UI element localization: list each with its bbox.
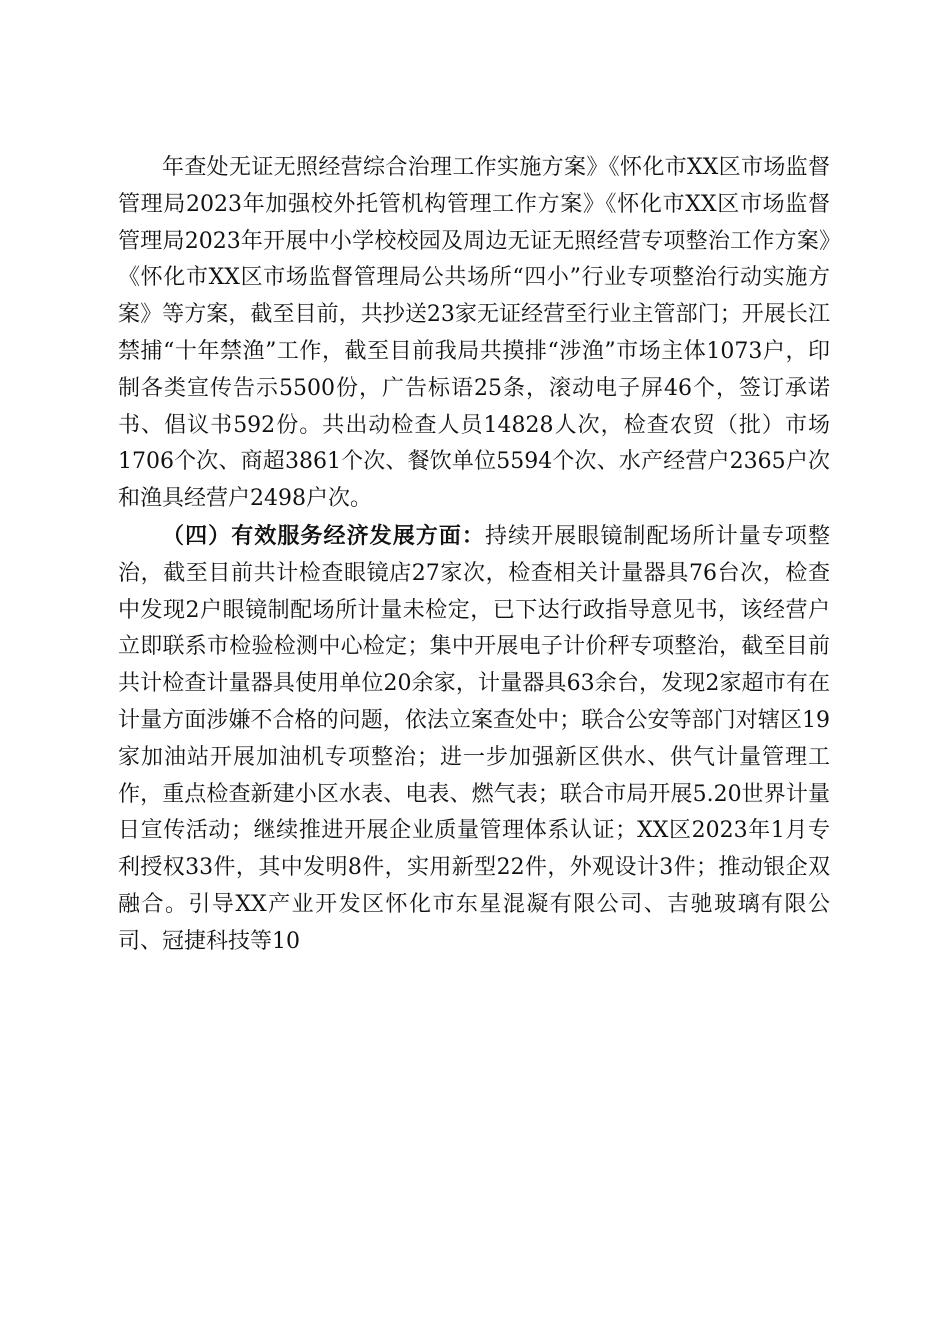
paragraph-2 (118, 518, 830, 961)
paragraph-2-text: 持续开展眼镜制配场所计量专项整治，截至目前共计检查眼镜店27家次，检查相关计量器具76台次，检查中发现2户眼镜制配场所计量未检定，已下达行政指导意见书，该经营户立即联系市检验检测中心检定；集中开展电子计价秤专项整治，截至目前共计检查计量器具使用单位20余家，计量器具63余台，发现2家超市有在计量方面涉嫌不合格的问题，依法立案查处中；联合公安等部门对辖区19家加油站开展加油机专项整治；进一步加强新区供水、供气计量管理工作，重点检查新建小区水表、电表、燃气表；联合市局开展5.20世界计量日宣传活动；继续推进开展企业质量管理体系认证；XX区2023年1月专利授权33件，其中发明8件，实用新型22件，外观设计3件；推动银企双融合。引导XX产业开发区怀化市东星混凝有限公司、吉驰玻璃有限公司、冠捷科技等10 (118, 523, 830, 954)
paragraph-1 (118, 150, 830, 518)
document-body (118, 150, 830, 961)
paragraph-1-text: 年查处无证无照经营综合治理工作实施方案》《怀化市XX区市场监督管理局2023年加强校外托管机构管理工作方案》《怀化市XX区市场监督管理局2023年开展中小学校校园及周边无证无照经营专项整治工作方案》《怀化市XX区市场监督管理局公共场所“四小”行业专项整治行动实施方案》等方案，截至目前，共抄送23家无证经营至行业主管部门；开展长江禁捕“十年禁渔”工作，截至目前我局共摸排“涉渔”市场主体1073户，印制各类宣传告示5500份，广告标语25条，滚动电子屏46个，签订承诺书、倡议书592份。共出动检查人员14828人次，检查农贸（批）市场1706个次、商超3861个次、餐饮单位5594个次、水产经营户2365户次和渔具经营户2498户次。 (118, 155, 830, 512)
section-heading-4: （四）有效服务经济发展方面： (162, 522, 485, 549)
